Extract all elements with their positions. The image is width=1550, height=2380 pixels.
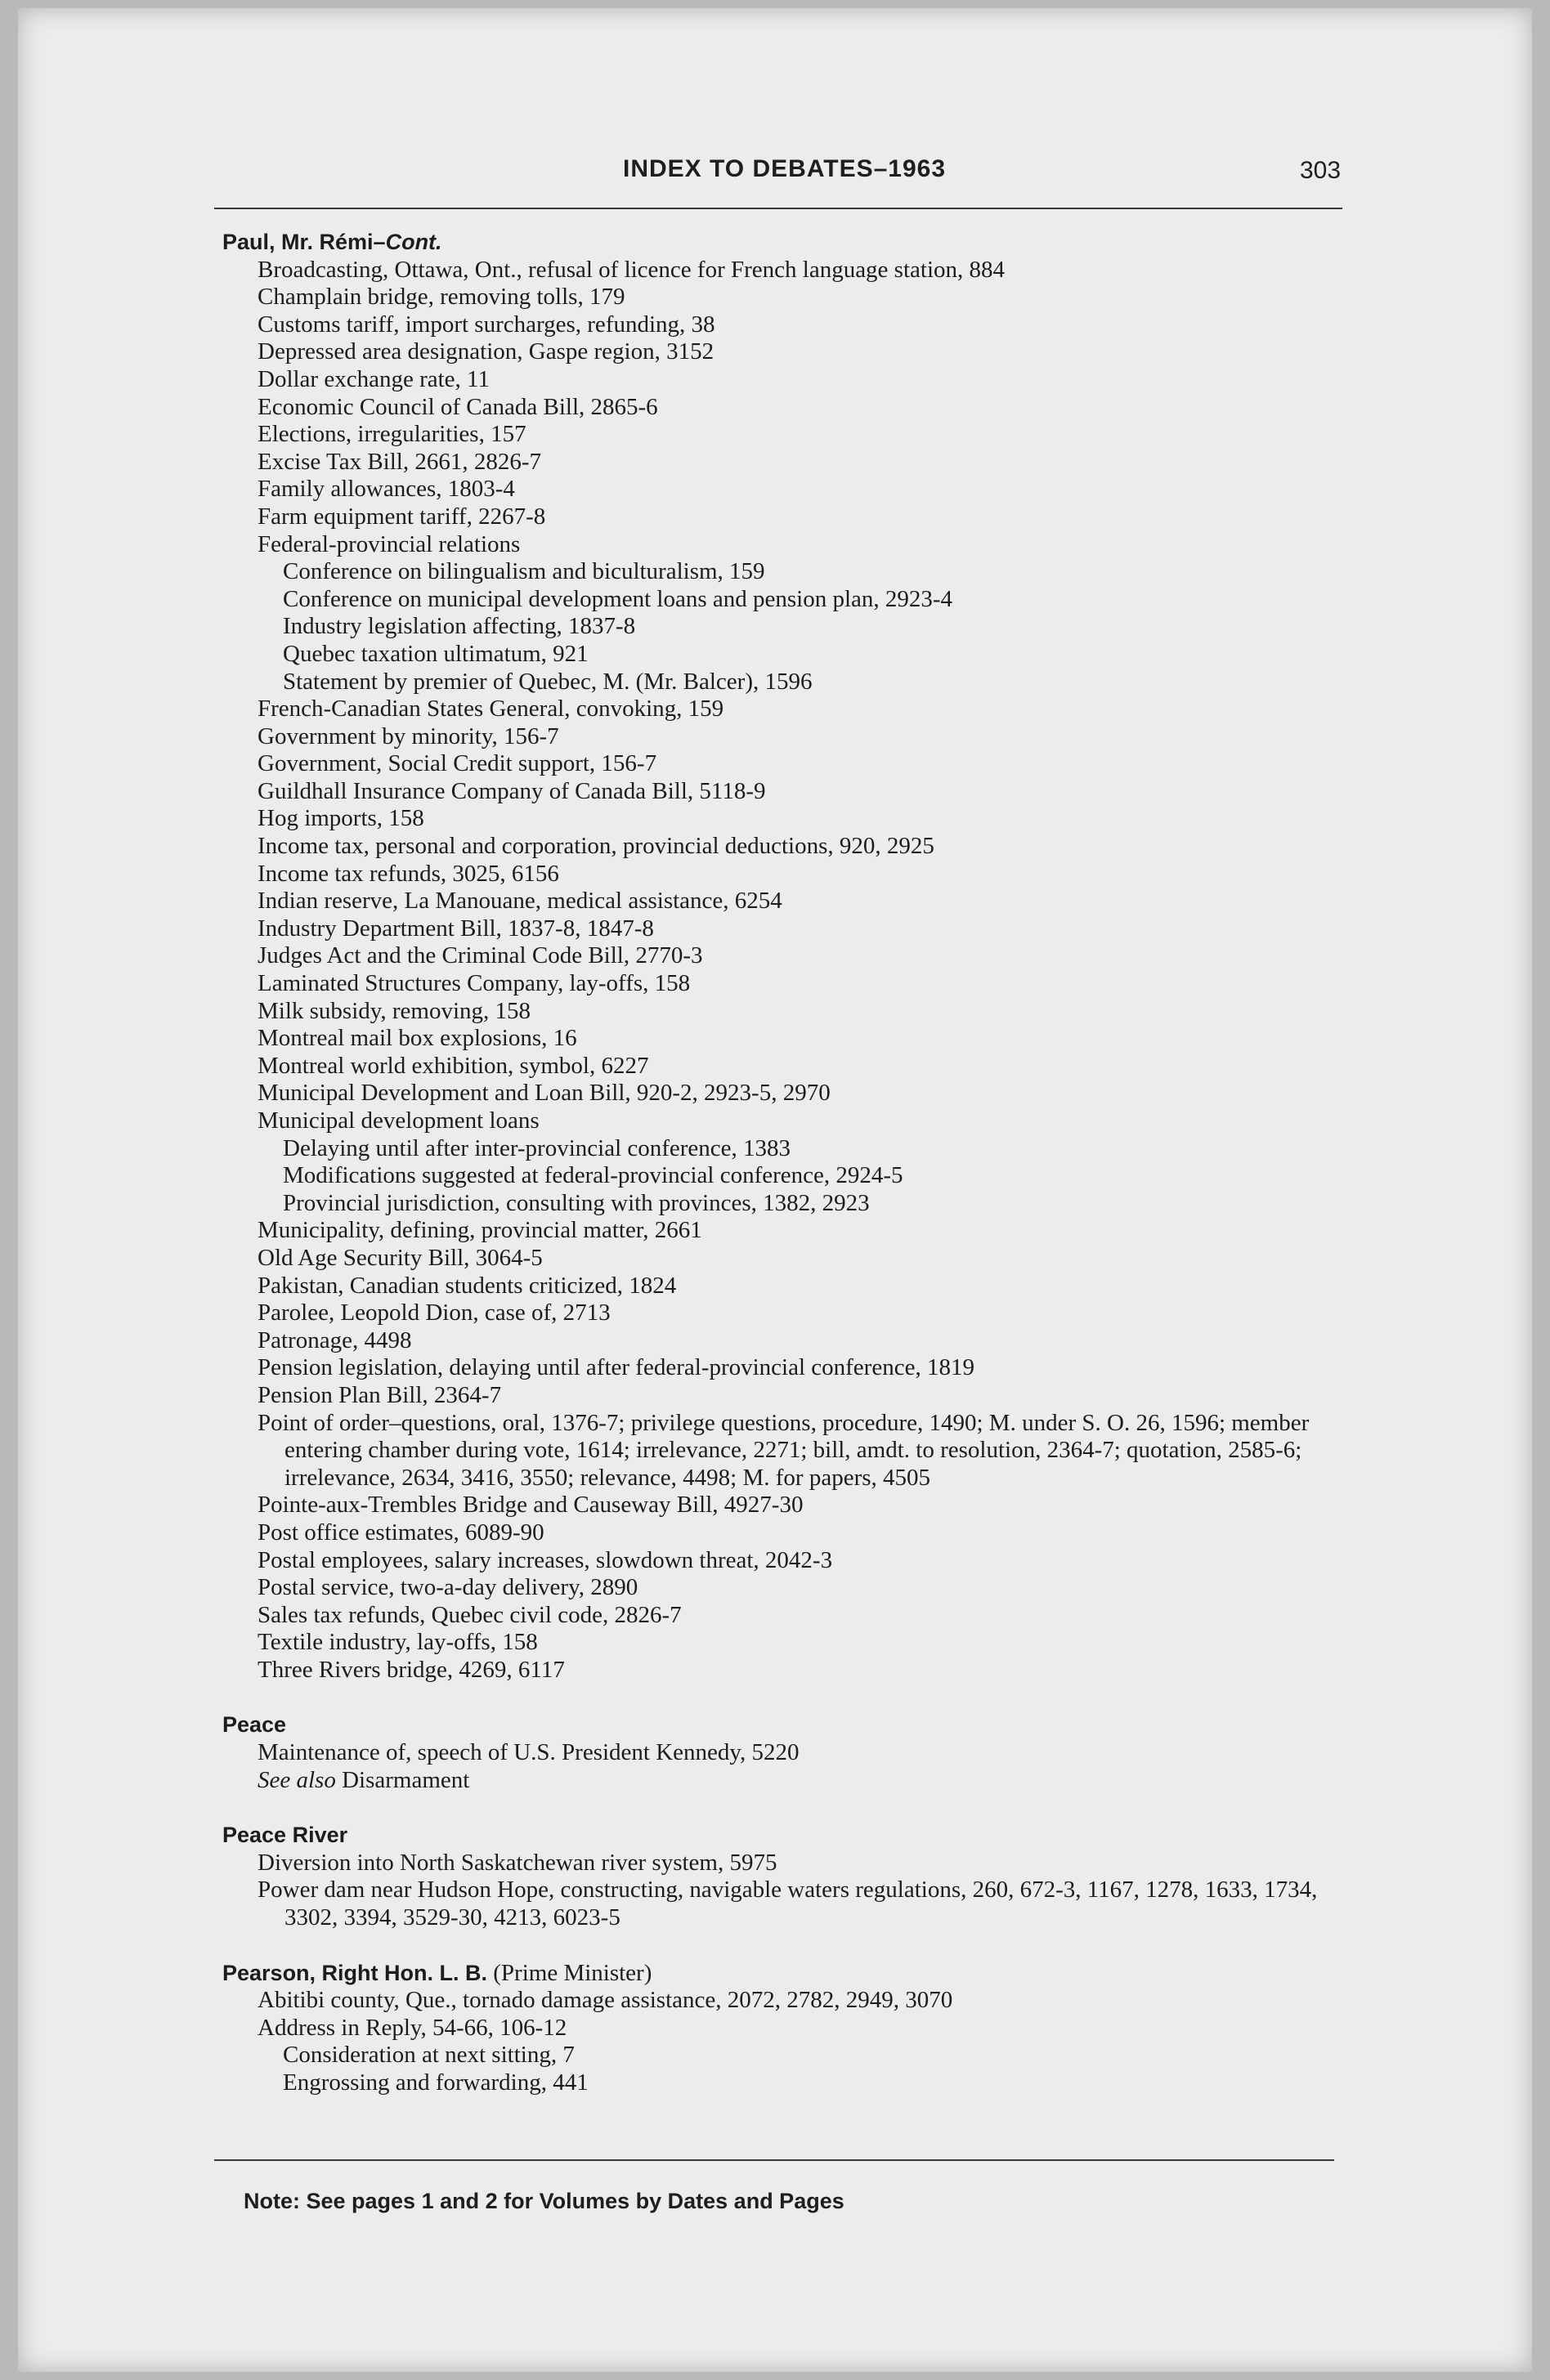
header-rule bbox=[214, 208, 1342, 209]
subentry: Judges Act and the Criminal Code Bill, 2770-3 bbox=[258, 942, 703, 969]
subentry: Address in Reply, 54-66, 106-12 bbox=[258, 2014, 567, 2041]
subentry: Pension Plan Bill, 2364-7 bbox=[258, 1381, 502, 1408]
subentry: Income tax refunds, 3025, 6156 bbox=[258, 860, 559, 887]
entry-heading-pearson bbox=[222, 1960, 1351, 1988]
subentry: Municipal Development and Loan Bill, 920-2, 2923-5, 2970 bbox=[258, 1080, 831, 1107]
sub-subentry: Quebec taxation ultimatum, 921 bbox=[283, 640, 589, 667]
subentry: Champlain bridge, removing tolls, 179 bbox=[258, 284, 625, 311]
subentry: Federal-provincial relations bbox=[258, 530, 521, 557]
heading-name: Pearson, Right Hon. L. B. bbox=[222, 1960, 488, 1985]
sub-subentry: Conference on municipal development loans and pension plan, 2923-4 bbox=[283, 585, 953, 612]
subentry: Textile industry, lay-offs, 158 bbox=[258, 1629, 538, 1656]
subentry: French-Canadian States General, convoking, 159 bbox=[258, 696, 724, 722]
subentry: Customs tariff, import surcharges, refunding, 38 bbox=[258, 311, 715, 338]
subentry: Farm equipment tariff, 2267-8 bbox=[258, 503, 546, 530]
page-title: INDEX TO DEBATES–1963 bbox=[623, 155, 947, 182]
subentry: Government by minority, 156-7 bbox=[258, 722, 559, 749]
sub-subentry: Consideration at next sitting, 7 bbox=[283, 2042, 575, 2069]
sub-subentry: Delaying until after inter-provincial conference, 1383 bbox=[283, 1134, 791, 1161]
subentry: Dollar exchange rate, 11 bbox=[258, 365, 490, 392]
subentry: Parolee, Leopold Dion, case of, 2713 bbox=[258, 1300, 611, 1326]
subentry: Postal employees, salary increases, slowdown threat, 2042-3 bbox=[258, 1546, 833, 1573]
subentry-point-of-order: Point of order–questions, oral, 1376-7; privilege questions, procedure, 1490; M. under S. O. 26, 1596; member entering chamber during vote, 1614; irrelevance, 2271; bill, amdt. to resolution, 2364-7; quotation, 2585-6; irrelevance, 2634, 3416, 3550; relevance, 4498; M. for papers, 4505 bbox=[258, 1409, 1310, 1491]
subentry: Municipal development loans bbox=[258, 1107, 540, 1134]
subentry: Three Rivers bridge, 4269, 6117 bbox=[258, 1656, 565, 1683]
heading-name: Paul, Mr. Rémi– bbox=[222, 230, 386, 254]
subentry: Income tax, personal and corporation, provincial deductions, 920, 2925 bbox=[258, 833, 934, 860]
heading-cont: Cont. bbox=[385, 230, 442, 254]
subentry: Hog imports, 158 bbox=[258, 805, 424, 832]
subentry: Abitibi county, Que., tornado damage assistance, 2072, 2782, 2949, 3070 bbox=[258, 1987, 953, 2014]
entry-heading-peace: Peace bbox=[222, 1712, 287, 1738]
subentry: Post office estimates, 6089-90 bbox=[258, 1519, 544, 1546]
sub-subentry: Engrossing and forwarding, 441 bbox=[283, 2069, 589, 2096]
entry-heading-paul bbox=[222, 229, 1351, 257]
sub-subentry: Industry legislation affecting, 1837-8 bbox=[283, 613, 636, 640]
heading-note: (Prime Minister) bbox=[493, 1959, 652, 1986]
see-also-label: See also bbox=[258, 1766, 336, 1793]
subentry: Depressed area designation, Gaspe region, 3152 bbox=[258, 338, 715, 365]
subentry: Government, Social Credit support, 156-7 bbox=[258, 750, 657, 777]
subentry: Old Age Security Bill, 3064-5 bbox=[258, 1244, 543, 1271]
footer-rule bbox=[214, 2159, 1334, 2161]
see-also-reference bbox=[222, 1767, 1351, 1795]
index-page bbox=[18, 8, 1532, 2372]
subentry: Sales tax refunds, Quebec civil code, 2826-7 bbox=[258, 1601, 682, 1628]
see-also-target: Disarmament bbox=[342, 1766, 470, 1793]
sub-subentry: Modifications suggested at federal-provincial conference, 2924-5 bbox=[283, 1162, 903, 1189]
subentry: Indian reserve, La Manouane, medical assistance, 6254 bbox=[258, 888, 782, 915]
subentry: Pointe-aux-Trembles Bridge and Causeway Bill, 4927-30 bbox=[258, 1492, 804, 1519]
subentry: Excise Tax Bill, 2661, 2826-7 bbox=[258, 448, 542, 475]
subentry: Industry Department Bill, 1837-8, 1847-8 bbox=[258, 915, 654, 942]
subentry: Power dam near Hudson Hope, constructing, navigable waters regulations, 260, 672-3, 1167, 1278, 1633, 1734, 3302, 3394, 3529-30, 4213, 6023-5 bbox=[258, 1877, 1318, 1931]
subentry: Postal service, two-a-day delivery, 2890 bbox=[258, 1574, 638, 1601]
subentry: Guildhall Insurance Company of Canada Bill, 5118-9 bbox=[258, 777, 766, 804]
subentry: Montreal world exhibition, symbol, 6227 bbox=[258, 1052, 649, 1079]
subentry: Laminated Structures Company, lay-offs, 158 bbox=[258, 970, 691, 997]
subentry: Pension legislation, delaying until after federal-provincial conference, 1819 bbox=[258, 1354, 974, 1381]
subentry: Municipality, defining, provincial matter, 2661 bbox=[258, 1217, 702, 1244]
entry-heading-peace-river: Peace River bbox=[222, 1823, 348, 1848]
subentry: Broadcasting, Ottawa, Ont., refusal of licence for French language station, 884 bbox=[258, 256, 1006, 283]
subentry: Elections, irregularities, 157 bbox=[258, 421, 526, 448]
index-content bbox=[222, 229, 1351, 2097]
sub-subentry: Conference on bilingualism and biculturalism, 159 bbox=[283, 558, 765, 585]
subentry: Milk subsidy, removing, 158 bbox=[258, 997, 531, 1024]
subentry: Montreal mail box explosions, 16 bbox=[258, 1025, 577, 1052]
subentry: Economic Council of Canada Bill, 2865-6 bbox=[258, 393, 658, 420]
footer-note: Note: See pages 1 and 2 for Volumes by Dates and Pages bbox=[244, 2189, 844, 2213]
subentry: Maintenance of, speech of U.S. President Kennedy, 5220 bbox=[258, 1739, 800, 1766]
sub-subentry: Statement by premier of Quebec, M. (Mr. Balcer), 1596 bbox=[283, 668, 813, 695]
subentry: Patronage, 4498 bbox=[258, 1326, 412, 1353]
subentry: Diversion into North Saskatchewan river system, 5975 bbox=[258, 1849, 777, 1876]
subentry: Pakistan, Canadian students criticized, 1824 bbox=[258, 1272, 677, 1299]
sub-subentry: Provincial jurisdiction, consulting with provinces, 1382, 2923 bbox=[283, 1189, 870, 1216]
page-number: 303 bbox=[1300, 157, 1342, 184]
subentry: Family allowances, 1803-4 bbox=[258, 476, 515, 503]
